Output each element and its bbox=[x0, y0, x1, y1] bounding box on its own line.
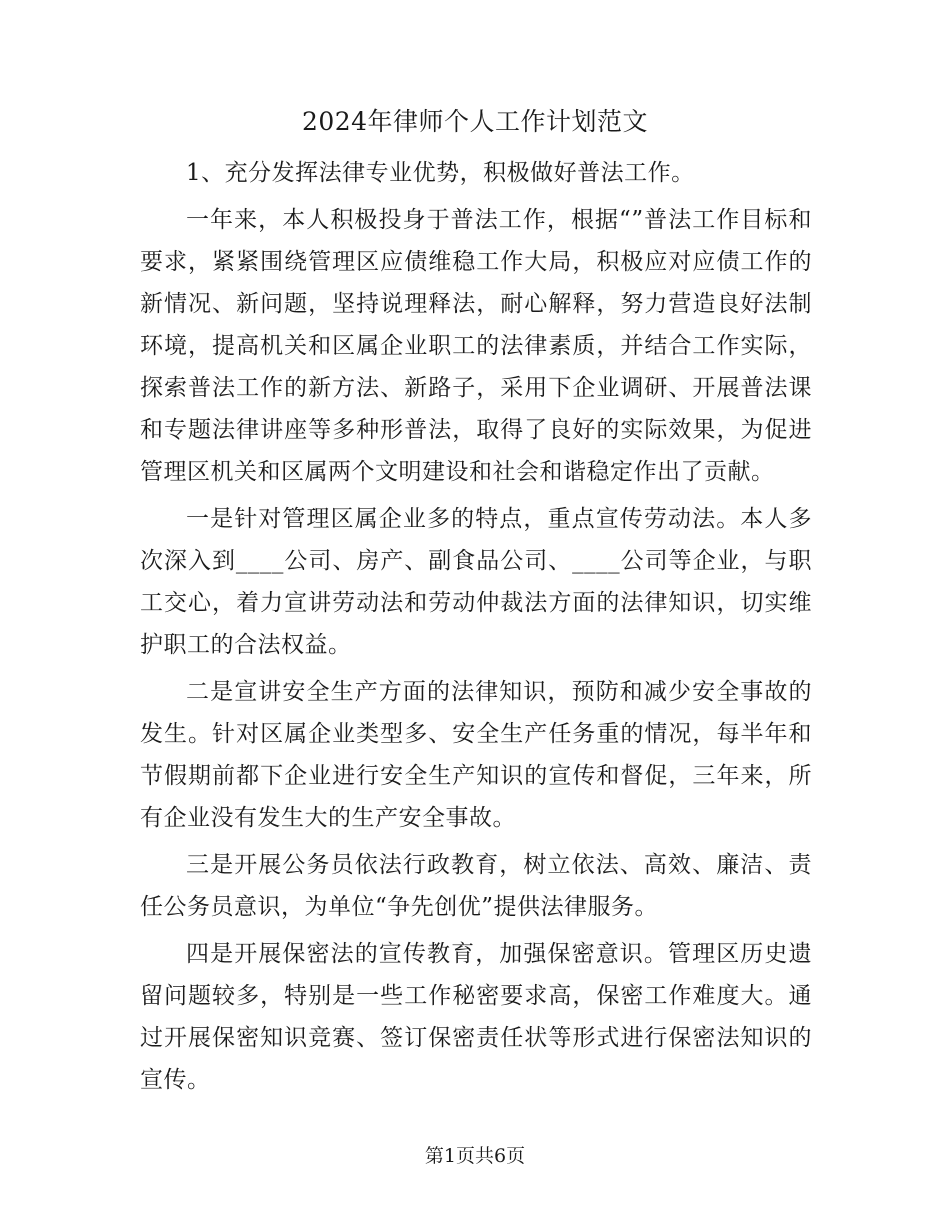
paragraph-point-2: 二是宣讲安全生产方面的法律知识，预防和减少安全事故的发生。针对区属企业类型多、安全生产任务重的情况，每半年和节假期前都下企业进行安全生产知识的宣传和督促，三年来，所有企业没有发生大的生产安全事故。 bbox=[140, 679, 812, 831]
paragraph-heading-1: 1、充分发挥法律专业优势，积极做好普法工作。 bbox=[186, 160, 695, 186]
document-body bbox=[140, 152, 812, 1106]
paragraph-summary: 一年来，本人积极投身于普法工作，根据“”普法工作目标和要求，紧紧围绕管理区应债维稳工作大局，积极应对应债工作的新情况、新问题，坚持说理释法，耐心解释，努力营造良好法制环境，提高机关和区属企业职工的法律素质，并结合工作实际，探索普法工作的新方法、新路子，采用下企业调研、开展普法课和专题法律讲座等多种形普法，取得了良好的实际效果，为促进管理区机关和区属两个文明建设和社会和谐稳定作出了贡献。 bbox=[140, 207, 812, 485]
page-number-footer: 第1页共6页 bbox=[424, 1145, 526, 1167]
paragraph-point-3: 三是开展公务员依法行政教育，树立依法、高效、廉洁、责任公务员意识，为单位“争先创优”提供法律服务。 bbox=[140, 852, 812, 920]
document-title: 2024年律师个人工作计划范文 bbox=[301, 107, 649, 136]
paragraph-point-4: 四是开展保密法的宣传教育，加强保密意识。管理区历史遗留问题较多，特别是一些工作秘密要求高，保密工作难度大。通过开展保密知识竞赛、签订保密责任状等形式进行保密法知识的宣传。 bbox=[140, 941, 812, 1093]
paragraph-point-1: 一是针对管理区属企业多的特点，重点宣传劳动法。本人多次深入到____公司、房产、副食品公司、____公司等企业，与职工交心，着力宣讲劳动法和劳动仲裁法方面的法律知识，切实维护职工的合法权益。 bbox=[140, 506, 812, 658]
